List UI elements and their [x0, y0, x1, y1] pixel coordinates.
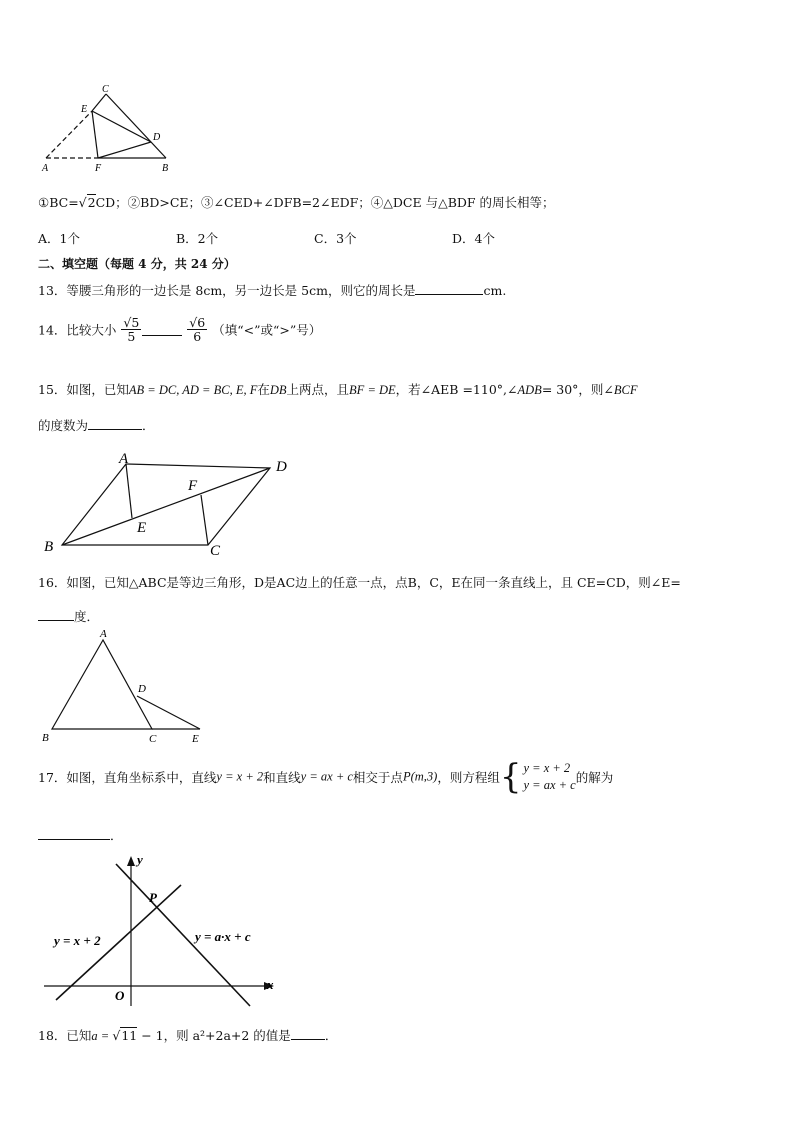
line2-label: y = a·x + c [195, 929, 251, 944]
section-title: 二、填空题（每题 4 分，共 24 分） [38, 257, 236, 271]
q13-answer-blank [415, 282, 483, 295]
q17-equation-system: y = x + 2 y = ax + c [523, 761, 576, 792]
q15-answer-blank [88, 417, 142, 430]
label-B: B [42, 732, 49, 744]
q12-option-d: D．4个 [452, 231, 495, 246]
label-D: D [276, 459, 287, 475]
question-15-line1: 15．如图，已知AB = DC, AD = BC, E, F在DB上两点，且BF = DE，若∠AEB =110°,∠ADB= 30°，则∠BCF [38, 382, 638, 397]
q18-answer-blank [291, 1027, 325, 1040]
question-15-line2: 的度数为 ． [38, 418, 155, 433]
origin-label: O [115, 988, 125, 1003]
q12-option-b: B．2个 [176, 231, 219, 246]
question-14: 14．比较大小 $\frac{√5}{5}$ $\frac{√6}{6}$ （填“<”或“>”号） [38, 315, 322, 344]
label-B: B [162, 163, 169, 174]
point-P-label: P [149, 890, 157, 905]
q12-option-a: A．1个 [38, 231, 80, 246]
question-18: 18．已知a = √11 − 1，则 a²+2a+2 的值是 ． [38, 1028, 338, 1043]
label-D: D [138, 683, 146, 695]
q14-answer-blank [142, 323, 182, 336]
figure-q15-parallelogram [36, 450, 306, 558]
figure-q17-coordinate-plane [36, 848, 286, 1010]
q14-fraction-2: $\frac{√6}{6}$ [189, 315, 206, 344]
q17-answer-blank [38, 827, 110, 840]
x-axis-label: x [267, 977, 274, 992]
q14-fraction-1: $\frac{√5}{5}$ [123, 315, 140, 344]
label-F: F [188, 478, 198, 494]
question-16-line2: 度． [38, 607, 99, 625]
label-D: D [153, 132, 161, 143]
label-C: C [149, 733, 157, 745]
question-17-line2: ． [38, 826, 123, 844]
label-C: C [102, 84, 109, 95]
q16-answer-blank [38, 608, 74, 621]
figure-q16-triangle [36, 626, 212, 746]
label-C: C [210, 543, 221, 558]
question-17: 17．如图，直角坐标系中，直线y = x + 2和直线y = ax + c相交于点P(m,3)，则方程组{ y = x + 2 y = ax + c 的解为 [38, 757, 614, 797]
label-B: B [44, 539, 54, 555]
label-A: A [42, 163, 49, 174]
label-A: A [119, 451, 129, 467]
line1-label: y = x + 2 [54, 933, 101, 948]
figure-q12-triangle [36, 84, 186, 176]
q12-option-c: C．3个 [314, 231, 357, 246]
label-F: F [95, 163, 102, 174]
q12-statements: ①BC=√2CD；②BD>CE；③∠CED+∠DFB=2∠EDF；④△DCE 与△BDF 的周长相等； [38, 195, 555, 210]
y-axis-label: y [137, 852, 143, 867]
question-16-line1: 16．如图，已知△ABC是等边三角形，D是AC边上的任意一点，点B，C，E在同一条直线上，且 CE=CD，则∠E= [38, 575, 681, 590]
question-13: 13．等腰三角形的一边长是 8cm，另一边长是 5cm，则它的周长是 cm. [38, 283, 507, 298]
label-E: E [81, 104, 88, 115]
label-E: E [192, 733, 199, 745]
label-E: E [137, 520, 147, 536]
label-A: A [100, 628, 107, 640]
